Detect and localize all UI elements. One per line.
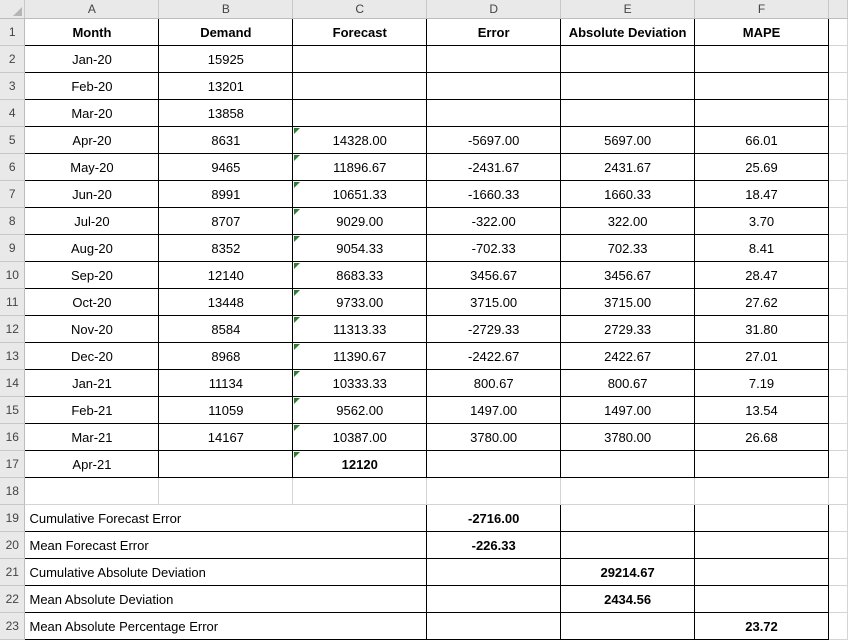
cell[interactable] (828, 46, 847, 73)
summary-error-cell[interactable] (427, 613, 561, 640)
table-row (0, 613, 848, 640)
absolute-deviation-cell[interactable]: 2729.33 (561, 316, 695, 343)
absolute-deviation-cell[interactable]: 5697.00 (561, 127, 695, 154)
error-cell[interactable]: 3780.00 (427, 424, 561, 451)
cell[interactable] (828, 208, 847, 235)
column-header-b[interactable]: B (159, 0, 293, 19)
summary-mape-cell[interactable] (695, 505, 829, 532)
error-cell[interactable]: -322.00 (427, 208, 561, 235)
forecast-cell[interactable]: 8683.33 (293, 262, 427, 289)
demand-cell[interactable]: 13201 (159, 73, 293, 100)
forecast-cell[interactable]: 10333.33 (293, 370, 427, 397)
cell[interactable] (828, 586, 847, 613)
row-header[interactable]: 12 (0, 316, 25, 343)
row-header[interactable]: 4 (0, 100, 25, 127)
mape-cell[interactable]: 7.19 (695, 370, 829, 397)
row-header[interactable]: 10 (0, 262, 25, 289)
month-cell[interactable]: Jan-20 (25, 46, 159, 73)
column-header-row (0, 0, 848, 19)
row-header[interactable]: 8 (0, 208, 25, 235)
table-row (0, 262, 848, 289)
error-indicator-icon[interactable] (294, 182, 300, 188)
absolute-deviation-cell[interactable]: 2431.67 (561, 154, 695, 181)
table-row (0, 343, 848, 370)
mape-cell[interactable]: 26.68 (695, 424, 829, 451)
cell[interactable] (828, 478, 847, 505)
forecast-cell[interactable] (293, 73, 427, 100)
cell[interactable] (828, 154, 847, 181)
cell[interactable] (828, 262, 847, 289)
cell[interactable] (25, 478, 159, 505)
cell[interactable] (828, 127, 847, 154)
demand-cell[interactable]: 12140 (159, 262, 293, 289)
forecast-cell[interactable]: 10387.00 (293, 424, 427, 451)
table-row (0, 370, 848, 397)
header-cell-demand[interactable]: Demand (159, 19, 293, 46)
month-cell[interactable]: Feb-20 (25, 73, 159, 100)
table-row (0, 289, 848, 316)
absolute-deviation-cell[interactable] (561, 73, 695, 100)
error-indicator-icon[interactable] (294, 317, 300, 323)
mape-cell[interactable]: 31.80 (695, 316, 829, 343)
cell[interactable] (828, 451, 847, 478)
month-cell[interactable]: Nov-20 (25, 316, 159, 343)
table-row (0, 559, 848, 586)
forecast-cell[interactable]: 11313.33 (293, 316, 427, 343)
cell[interactable] (828, 613, 847, 640)
mape-cell[interactable] (695, 100, 829, 127)
forecast-cell[interactable] (293, 46, 427, 73)
mape-cell[interactable]: 27.01 (695, 343, 829, 370)
forecast-cell[interactable]: 11390.67 (293, 343, 427, 370)
row-header[interactable]: 16 (0, 424, 25, 451)
error-cell[interactable] (427, 100, 561, 127)
cell[interactable] (293, 478, 427, 505)
forecast-cell[interactable]: 10651.33 (293, 181, 427, 208)
error-indicator-icon[interactable] (294, 128, 300, 134)
cell[interactable] (828, 424, 847, 451)
absolute-deviation-cell[interactable] (561, 451, 695, 478)
table-row (0, 505, 848, 532)
row-header[interactable]: 6 (0, 154, 25, 181)
summary-error-cell[interactable] (427, 586, 561, 613)
demand-cell[interactable]: 8584 (159, 316, 293, 343)
error-indicator-icon[interactable] (294, 209, 300, 215)
header-cell-forecast[interactable]: Forecast (293, 19, 427, 46)
error-indicator-icon[interactable] (294, 290, 300, 296)
error-cell[interactable] (427, 46, 561, 73)
table-row (0, 397, 848, 424)
mape-cell[interactable]: 8.41 (695, 235, 829, 262)
month-cell[interactable]: Sep-20 (25, 262, 159, 289)
summary-mape-cell[interactable]: 23.72 (695, 613, 829, 640)
summary-label-cell[interactable]: Mean Forecast Error (25, 532, 427, 559)
demand-cell[interactable]: 8707 (159, 208, 293, 235)
error-indicator-icon[interactable] (294, 344, 300, 350)
error-cell[interactable]: 3715.00 (427, 289, 561, 316)
table-row (0, 46, 848, 73)
mape-cell[interactable]: 27.62 (695, 289, 829, 316)
demand-cell[interactable]: 11134 (159, 370, 293, 397)
table-row (0, 127, 848, 154)
summary-absolute-deviation-cell[interactable]: 29214.67 (561, 559, 695, 586)
cell[interactable] (427, 478, 561, 505)
cell[interactable] (828, 343, 847, 370)
row-header[interactable]: 7 (0, 181, 25, 208)
absolute-deviation-cell[interactable]: 800.67 (561, 370, 695, 397)
row-header[interactable]: 11 (0, 289, 25, 316)
error-indicator-icon[interactable] (294, 236, 300, 242)
month-cell[interactable]: Jan-21 (25, 370, 159, 397)
summary-label-cell[interactable]: Mean Absolute Deviation (25, 586, 427, 613)
row-header[interactable]: 22 (0, 586, 25, 613)
table-row (0, 478, 848, 505)
summary-mape-cell[interactable] (695, 559, 829, 586)
month-cell[interactable]: Apr-20 (25, 127, 159, 154)
table-row (0, 316, 848, 343)
demand-cell[interactable]: 9465 (159, 154, 293, 181)
column-header-f[interactable]: F (695, 0, 829, 19)
cell[interactable] (828, 370, 847, 397)
demand-cell[interactable] (159, 451, 293, 478)
row-header[interactable]: 13 (0, 343, 25, 370)
summary-label-cell[interactable]: Cumulative Absolute Deviation (25, 559, 427, 586)
forecast-cell[interactable]: 9029.00 (293, 208, 427, 235)
forecast-cell[interactable]: 9733.00 (293, 289, 427, 316)
forecast-cell[interactable]: 9562.00 (293, 397, 427, 424)
cell[interactable] (828, 505, 847, 532)
month-cell[interactable]: Aug-20 (25, 235, 159, 262)
table-row (0, 235, 848, 262)
column-header-a[interactable]: A (25, 0, 159, 19)
column-header-c[interactable]: C (293, 0, 427, 19)
demand-cell[interactable]: 8631 (159, 127, 293, 154)
select-all-icon (13, 7, 22, 16)
absolute-deviation-cell[interactable] (561, 46, 695, 73)
summary-absolute-deviation-cell[interactable]: 2434.56 (561, 586, 695, 613)
absolute-deviation-cell[interactable]: 3456.67 (561, 262, 695, 289)
month-cell[interactable]: Jun-20 (25, 181, 159, 208)
row-header[interactable]: 17 (0, 451, 25, 478)
month-cell[interactable]: Mar-21 (25, 424, 159, 451)
table-row (0, 181, 848, 208)
header-cell-month[interactable]: Month (25, 19, 159, 46)
month-cell[interactable]: Apr-21 (25, 451, 159, 478)
cell[interactable] (828, 559, 847, 586)
error-cell[interactable]: 3456.67 (427, 262, 561, 289)
month-cell[interactable]: Oct-20 (25, 289, 159, 316)
row-header[interactable]: 1 (0, 19, 25, 46)
summary-mape-cell[interactable] (695, 532, 829, 559)
summary-absolute-deviation-cell[interactable] (561, 505, 695, 532)
demand-cell[interactable]: 14167 (159, 424, 293, 451)
month-cell[interactable]: Mar-20 (25, 100, 159, 127)
error-indicator-icon[interactable] (294, 263, 300, 269)
absolute-deviation-cell[interactable]: 3780.00 (561, 424, 695, 451)
absolute-deviation-cell[interactable]: 1660.33 (561, 181, 695, 208)
cell[interactable] (561, 478, 695, 505)
error-cell[interactable]: -5697.00 (427, 127, 561, 154)
row-header[interactable]: 20 (0, 532, 25, 559)
mape-cell[interactable]: 25.69 (695, 154, 829, 181)
mape-cell[interactable] (695, 73, 829, 100)
forecast-cell[interactable]: 11896.67 (293, 154, 427, 181)
row-header[interactable]: 15 (0, 397, 25, 424)
absolute-deviation-cell[interactable] (561, 100, 695, 127)
row-header[interactable]: 5 (0, 127, 25, 154)
cell[interactable] (828, 181, 847, 208)
error-cell[interactable]: -702.33 (427, 235, 561, 262)
row-header[interactable]: 23 (0, 613, 25, 640)
absolute-deviation-cell[interactable]: 702.33 (561, 235, 695, 262)
column-header-d[interactable]: D (427, 0, 561, 19)
demand-cell[interactable]: 8352 (159, 235, 293, 262)
cell[interactable] (828, 316, 847, 343)
summary-absolute-deviation-cell[interactable] (561, 613, 695, 640)
table-row (0, 208, 848, 235)
mape-cell[interactable]: 3.70 (695, 208, 829, 235)
demand-cell[interactable]: 13448 (159, 289, 293, 316)
month-cell[interactable]: May-20 (25, 154, 159, 181)
demand-cell[interactable]: 8991 (159, 181, 293, 208)
error-indicator-icon[interactable] (294, 452, 300, 458)
cell[interactable] (828, 289, 847, 316)
absolute-deviation-cell[interactable]: 1497.00 (561, 397, 695, 424)
forecast-cell[interactable]: 12120 (293, 451, 427, 478)
cell[interactable] (159, 478, 293, 505)
summary-error-cell[interactable] (427, 559, 561, 586)
row-header[interactable]: 3 (0, 73, 25, 100)
error-cell[interactable]: 800.67 (427, 370, 561, 397)
cell[interactable] (828, 397, 847, 424)
cell[interactable] (695, 478, 829, 505)
cell[interactable] (828, 100, 847, 127)
mape-cell[interactable]: 66.01 (695, 127, 829, 154)
row-header[interactable]: 18 (0, 478, 25, 505)
row-header[interactable]: 14 (0, 370, 25, 397)
table-row (0, 154, 848, 181)
row-header[interactable]: 9 (0, 235, 25, 262)
absolute-deviation-cell[interactable]: 2422.67 (561, 343, 695, 370)
error-cell[interactable]: -2729.33 (427, 316, 561, 343)
error-cell[interactable]: -2422.67 (427, 343, 561, 370)
error-cell[interactable]: 1497.00 (427, 397, 561, 424)
row-header[interactable]: 2 (0, 46, 25, 73)
table-row (0, 19, 848, 46)
error-cell[interactable] (427, 451, 561, 478)
cell[interactable] (828, 19, 847, 46)
cell[interactable] (828, 73, 847, 100)
error-cell[interactable]: -1660.33 (427, 181, 561, 208)
header-cell-absolute-deviation[interactable]: Absolute Deviation (561, 19, 695, 46)
cell[interactable] (828, 235, 847, 262)
table-row (0, 100, 848, 127)
header-cell-error[interactable]: Error (427, 19, 561, 46)
error-cell[interactable] (427, 73, 561, 100)
summary-mape-cell[interactable] (695, 586, 829, 613)
month-cell[interactable]: Jul-20 (25, 208, 159, 235)
mape-cell[interactable] (695, 451, 829, 478)
table-row (0, 586, 848, 613)
row-header[interactable]: 21 (0, 559, 25, 586)
forecast-cell[interactable]: 9054.33 (293, 235, 427, 262)
table-row (0, 73, 848, 100)
table-row (0, 424, 848, 451)
summary-error-cell[interactable]: -2716.00 (427, 505, 561, 532)
demand-cell[interactable]: 8968 (159, 343, 293, 370)
summary-absolute-deviation-cell[interactable] (561, 532, 695, 559)
forecast-cell[interactable]: 14328.00 (293, 127, 427, 154)
mape-cell[interactable] (695, 46, 829, 73)
table-row (0, 532, 848, 559)
error-indicator-icon[interactable] (294, 371, 300, 377)
demand-cell[interactable]: 15925 (159, 46, 293, 73)
demand-cell[interactable]: 11059 (159, 397, 293, 424)
forecast-cell[interactable] (293, 100, 427, 127)
demand-cell[interactable]: 13858 (159, 100, 293, 127)
absolute-deviation-cell[interactable]: 3715.00 (561, 289, 695, 316)
mape-cell[interactable]: 13.54 (695, 397, 829, 424)
error-indicator-icon[interactable] (294, 425, 300, 431)
column-header-g[interactable] (828, 0, 847, 19)
header-cell-mape[interactable]: MAPE (695, 19, 829, 46)
summary-error-cell[interactable]: -226.33 (427, 532, 561, 559)
month-cell[interactable]: Feb-21 (25, 397, 159, 424)
summary-label-cell[interactable]: Mean Absolute Percentage Error (25, 613, 427, 640)
table-row (0, 451, 848, 478)
column-header-e[interactable]: E (561, 0, 695, 19)
error-indicator-icon[interactable] (294, 155, 300, 161)
mape-cell[interactable]: 28.47 (695, 262, 829, 289)
error-indicator-icon[interactable] (294, 398, 300, 404)
month-cell[interactable]: Dec-20 (25, 343, 159, 370)
error-cell[interactable]: -2431.67 (427, 154, 561, 181)
row-header[interactable]: 19 (0, 505, 25, 532)
cell[interactable] (828, 532, 847, 559)
summary-label-cell[interactable]: Cumulative Forecast Error (25, 505, 427, 532)
absolute-deviation-cell[interactable]: 322.00 (561, 208, 695, 235)
select-all-corner[interactable] (0, 0, 25, 19)
mape-cell[interactable]: 18.47 (695, 181, 829, 208)
